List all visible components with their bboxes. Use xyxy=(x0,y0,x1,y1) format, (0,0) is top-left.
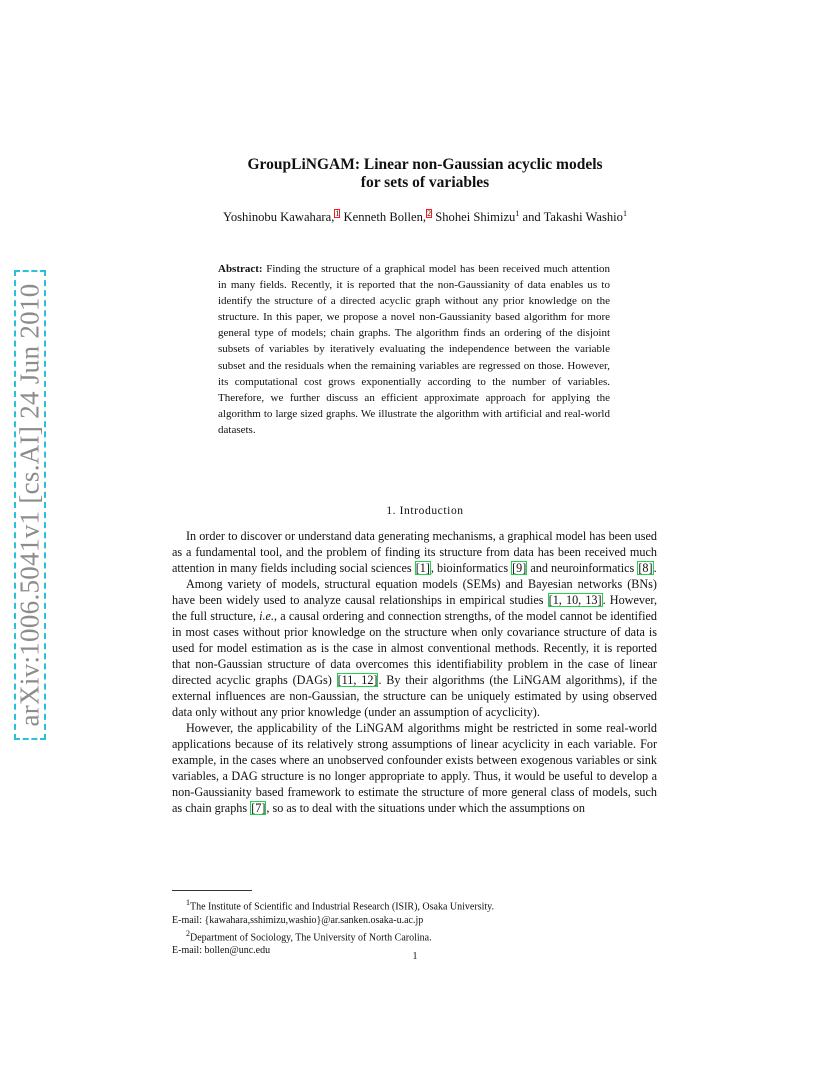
footnote-mark: 1 xyxy=(186,898,190,907)
author-kawahara: Yoshinobu Kawahara, xyxy=(223,210,335,225)
title-line-1: GroupLiNGAM: Linear non-Gaussian acyclic models xyxy=(247,156,603,173)
section-heading: 1. Introduction xyxy=(386,505,464,517)
footnote-email: E-mail: bollen@unc.edu xyxy=(172,945,271,957)
body-span: , bioinformatics xyxy=(430,561,512,575)
citation-link[interactable]: [11, 12] xyxy=(337,673,378,687)
arxiv-stamp xyxy=(10,270,54,740)
author-bollen: Kenneth Bollen, xyxy=(340,210,427,225)
footnote-text: Department of Sociology, The University of North Carolina. xyxy=(190,932,432,944)
body-span: . However, the full structure, xyxy=(172,593,657,623)
body-span: . By their algorithms (the LiNGAM algorithms), if the external influences are non-Gaussian, the structure can be uniquely estimated by using observed data only without any prior knowledge (under an assumption of acyclicity). xyxy=(172,673,657,719)
page-number: 1 xyxy=(412,951,418,962)
emphasis: i.e. xyxy=(259,609,275,623)
footnote-email: E-mail: {kawahara,sshimizu,washio}@ar.sanken.osaka-u.ac.jp xyxy=(172,914,424,926)
title-line-2: for sets of variables xyxy=(360,174,490,191)
body-span: Among variety of models, structural equation models (SEMs) and Bayesian networks (BNs) have been widely used to analyze causal relationships in empirical studies xyxy=(172,577,657,607)
author-shimizu: Shohei Shimizu xyxy=(432,210,516,225)
body-span: In order to discover or understand data generating mechanisms, a graphical model has been used as a fundamental tool, and the problem of finding its structure from data has been received much attention in many fields including social sciences xyxy=(172,529,657,575)
abstract-label: Abstract: xyxy=(218,263,263,275)
footnote-rule xyxy=(172,890,252,891)
body-span: and neuroinformatics xyxy=(527,561,638,575)
body-span: However, the applicability of the LiNGAM algorithms might be restricted in some real-world applications because of its relatively strong assumptions of linear acyclicity in each variable. For example, in the cases where an unobserved confounder exists between exogenous variables or sink variables, a DAG structure is no longer appropriate to apply. Thus, it would be useful to develop a non-Gaussianity based framework to estimate the structure of more general class of models, such as chain graphs xyxy=(172,721,657,815)
paragraph xyxy=(172,720,657,816)
paper-title xyxy=(120,156,730,192)
author-washio: and Takashi Washio xyxy=(519,210,623,225)
footnote-link-1[interactable]: 1 xyxy=(335,209,340,218)
citation-link[interactable]: [8] xyxy=(638,561,653,575)
paragraph xyxy=(172,576,657,720)
author-list xyxy=(120,209,730,225)
body-text xyxy=(172,528,657,816)
paragraph xyxy=(172,528,657,576)
body-span: , a causal ordering and connection strengths, of the model cannot be identified in most cases without prior knowledge on the structure when only covariance structure of data is used for model estimation as is the case in almost conventional methods. Recently, it is reported that non-Gaussian structure of data overcomes this identifiability problem in the case of linear directed acyclic graphs (DAGs) xyxy=(172,609,658,687)
citation-link[interactable]: [1] xyxy=(415,561,430,575)
footnotes xyxy=(172,896,657,957)
affiliation-mark: 1 xyxy=(515,209,520,218)
footnote-text: The Institute of Scientific and Industrial Research (ISIR), Osaka University. xyxy=(190,901,494,913)
footnote-link-2[interactable]: 2 xyxy=(427,209,432,218)
citation-link[interactable]: [7] xyxy=(251,801,266,815)
abstract xyxy=(218,261,610,438)
footnote-1 xyxy=(172,896,657,914)
citation-link[interactable]: [9] xyxy=(512,561,527,575)
footnote-mark: 2 xyxy=(186,928,190,938)
body-span: . xyxy=(653,561,657,575)
footnote-2 xyxy=(172,927,657,945)
arxiv-stamp-text[interactable]: arXiv:1006.5041v1 [cs.AI] 24 Jun 2010 xyxy=(14,283,45,727)
abstract-text: Finding the structure of a graphical model has been received much attention in many fields. Recently, it is reported that the non-Gaussianity of data enables us to identify the structure of a directed acyclic graph without any prior knowledge on the structure. In this paper, we propose a novel non-Gaussianity based algorithm for more general type of models; chain graphs. The algorithm finds an ordering of the disjoint subsets of variables by iteratively evaluating the independence between the variable subset and the residuals when the remaining variables are regressed on those. However, its computational cost grows exponentially according to the number of variables. Therefore, we further discuss an efficient approximate approach for applying the algorithm to large sized graphs. We illustrate the algorithm with artificial and real-world datasets. xyxy=(218,263,611,436)
citation-link[interactable]: [1, 10, 13] xyxy=(548,593,602,607)
affiliation-mark: 1 xyxy=(622,209,627,218)
body-span: , so as to deal with the situations under which the assumptions on xyxy=(266,801,585,815)
